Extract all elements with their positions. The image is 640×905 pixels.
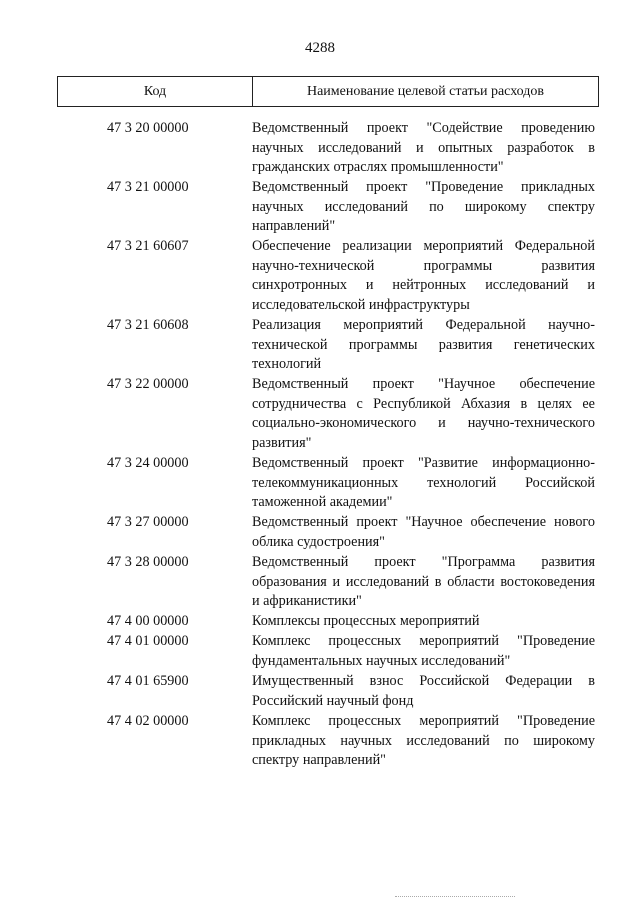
row-code: 47 4 01 65900 [107, 673, 189, 689]
table-body [0, 119, 640, 771]
row-description: Реализация мероприятий Федеральной научно-технической программы развития генетических технологий [252, 317, 595, 373]
table-row [0, 513, 640, 553]
table-row [0, 375, 640, 454]
header-code: Код [58, 77, 253, 106]
row-code: 47 3 21 00000 [107, 179, 189, 195]
table-row [0, 237, 640, 316]
row-description: Ведомственный проект "Научное обеспечение сотрудничества с Республикой Абхазия в целях ее социально-экономического и научно-технического развития" [252, 376, 595, 451]
row-code: 47 4 02 00000 [107, 713, 189, 729]
row-code: 47 4 01 00000 [107, 633, 189, 649]
row-description: Комплекс процессных мероприятий "Проведение фундаментальных научных исследований" [252, 633, 595, 669]
table-row [0, 612, 640, 632]
table-row [0, 119, 640, 178]
row-code: 47 3 27 00000 [107, 514, 189, 530]
table-row [0, 178, 640, 237]
row-description: Комплексы процессных мероприятий [252, 613, 480, 629]
row-description: Комплекс процессных мероприятий "Проведение прикладных научных исследований по широкому спектру направлений" [252, 713, 595, 769]
row-description: Ведомственный проект "Развитие информационно-телекоммуникационных технологий Российской таможенной академии" [252, 455, 595, 511]
table-row [0, 712, 640, 771]
table-row [0, 632, 640, 672]
table-header [57, 76, 599, 107]
row-description: Имущественный взнос Российской Федерации в Российский научный фонд [252, 673, 595, 709]
row-code: 47 3 28 00000 [107, 554, 189, 570]
scan-artifact [395, 896, 515, 901]
page-number: 4288 [305, 40, 335, 56]
table-row [0, 316, 640, 375]
table-row [0, 553, 640, 612]
row-description: Ведомственный проект "Проведение прикладных научных исследований по широкому спектру направлений" [252, 179, 595, 235]
row-description: Ведомственный проект "Программа развития образования и исследований в области востоковедения и африканистики" [252, 554, 595, 610]
row-description: Ведомственный проект "Содействие проведению научных исследований и опытных разработок в гражданских отраслях промышленности" [252, 120, 595, 176]
table-row [0, 454, 640, 513]
header-name: Наименование целевой статьи расходов [306, 83, 545, 99]
row-code: 47 3 21 60607 [107, 238, 189, 254]
row-code: 47 3 20 00000 [107, 120, 189, 136]
row-description: Обеспечение реализации мероприятий Федеральной научно-технической программы развития синхротронных и нейтронных исследований и исследовательской инфраструктуры [252, 238, 595, 313]
row-code: 47 3 22 00000 [107, 376, 189, 392]
table-row [0, 672, 640, 712]
row-code: 47 3 21 60608 [107, 317, 189, 333]
row-description: Ведомственный проект "Научное обеспечение нового облика судостроения" [252, 514, 595, 550]
row-code: 47 4 00 00000 [107, 613, 189, 629]
row-code: 47 3 24 00000 [107, 455, 189, 471]
